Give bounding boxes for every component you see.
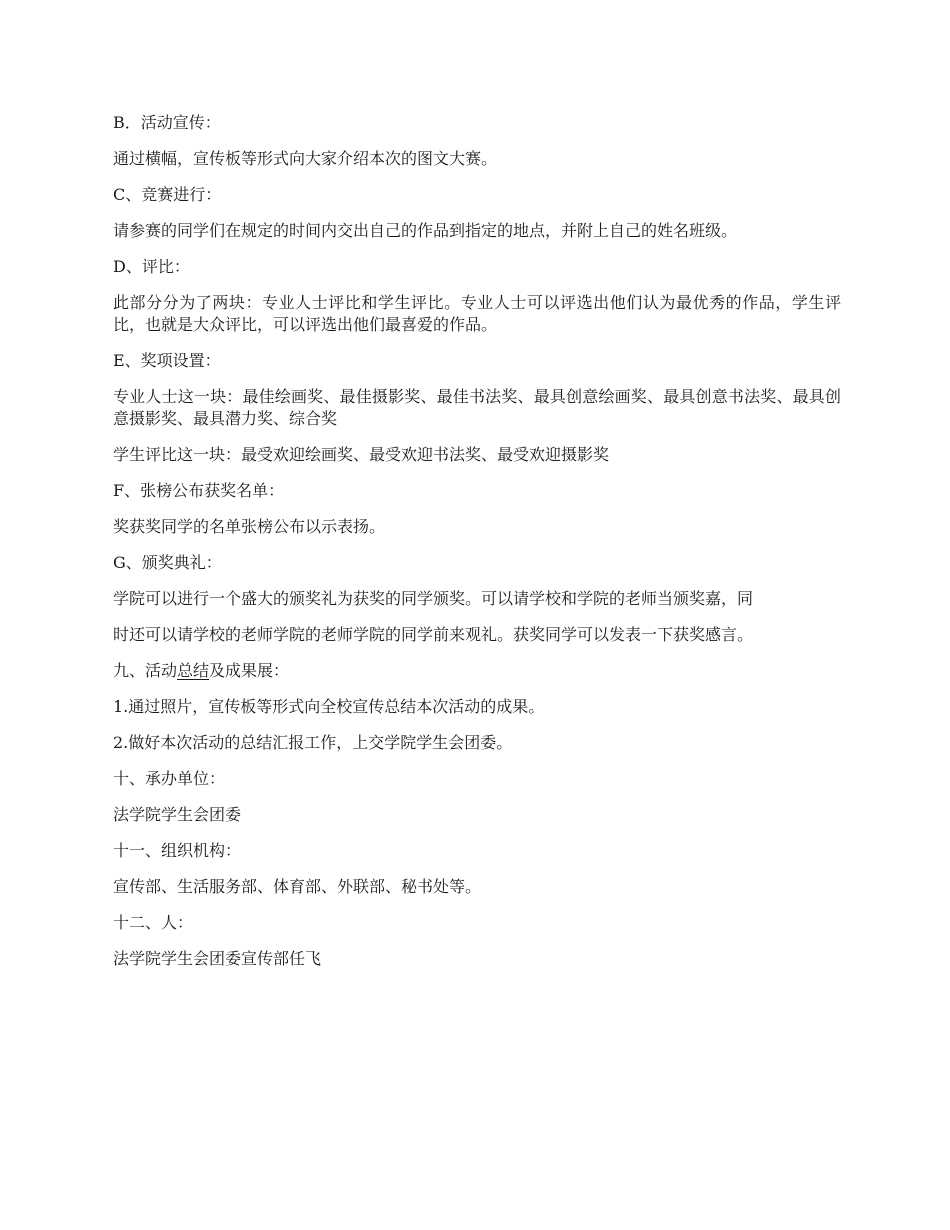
paragraph-awards-professional: 专业人士这一块：最佳绘画奖、最佳摄影奖、最佳书法奖、最具创意绘画奖、最具创意书法奖、最具创意摄影奖、最具潜力奖、综合奖 [113,387,841,428]
document-body [113,112,841,984]
heading-nine-summary [113,660,841,682]
paragraph-competition: 请参赛的同学们在规定的时间内交出自己的作品到指定的地点，并附上自己的姓名班级。 [113,221,738,240]
heading-eleven-organization: 十一、组织机构： [113,841,242,860]
paragraph-ceremony-1: 学院可以进行一个盛大的颁奖礼为获奖的同学颁奖。可以请学校和学院的老师当颁奖嘉，同 [113,589,754,608]
heading-b-promotion: B．活动宣传： [113,113,221,132]
paragraph-summary-2: 2.做好本次活动的总结汇报工作，上交学院学生会团委。 [113,733,513,752]
summary-heading-suffix: 及成果展： [209,661,290,680]
heading-g-ceremony: G、颁奖典礼： [113,553,222,572]
summary-heading-underlined: 总结 [177,661,210,680]
paragraph-ceremony-2: 时还可以请学校的老师学院的老师学院的同学前来观礼。获奖同学可以发表一下获奖感言。 [113,625,754,644]
paragraph-person: 法学院学生会团委宣传部任飞 [113,949,322,968]
paragraph-judging: 此部分分为了两块：专业人士评比和学生评比。专业人士可以评选出他们认为最优秀的作品，学生评比，也就是大众评比，可以评选出他们最喜爱的作品。 [113,293,841,334]
paragraph-winners-list: 奖获奖同学的名单张榜公布以示表扬。 [113,517,386,536]
heading-ten-organizer: 十、承办单位： [113,769,226,788]
heading-c-competition: C、竞赛进行： [113,185,222,204]
paragraph-awards-student: 学生评比这一块：最受欢迎绘画奖、最受欢迎书法奖、最受欢迎摄影奖 [113,445,610,464]
paragraph-organizer: 法学院学生会团委 [113,805,242,824]
paragraph-organization: 宣传部、生活服务部、体育部、外联部、秘书处等。 [113,877,482,896]
paragraph-promotion: 通过横幅，宣传板等形式向大家介绍本次的图文大赛。 [113,149,498,168]
paragraph-summary-1: 1.通过照片，宣传板等形式向全校宣传总结本次活动的成果。 [113,697,545,716]
heading-e-awards: E、奖项设置： [113,351,221,370]
heading-d-judging: D、评比： [113,257,190,276]
heading-twelve-person: 十二、人： [113,913,194,932]
summary-heading-prefix: 九、活动 [113,661,178,680]
heading-f-winners-list: F、张榜公布获奖名单： [113,481,285,500]
